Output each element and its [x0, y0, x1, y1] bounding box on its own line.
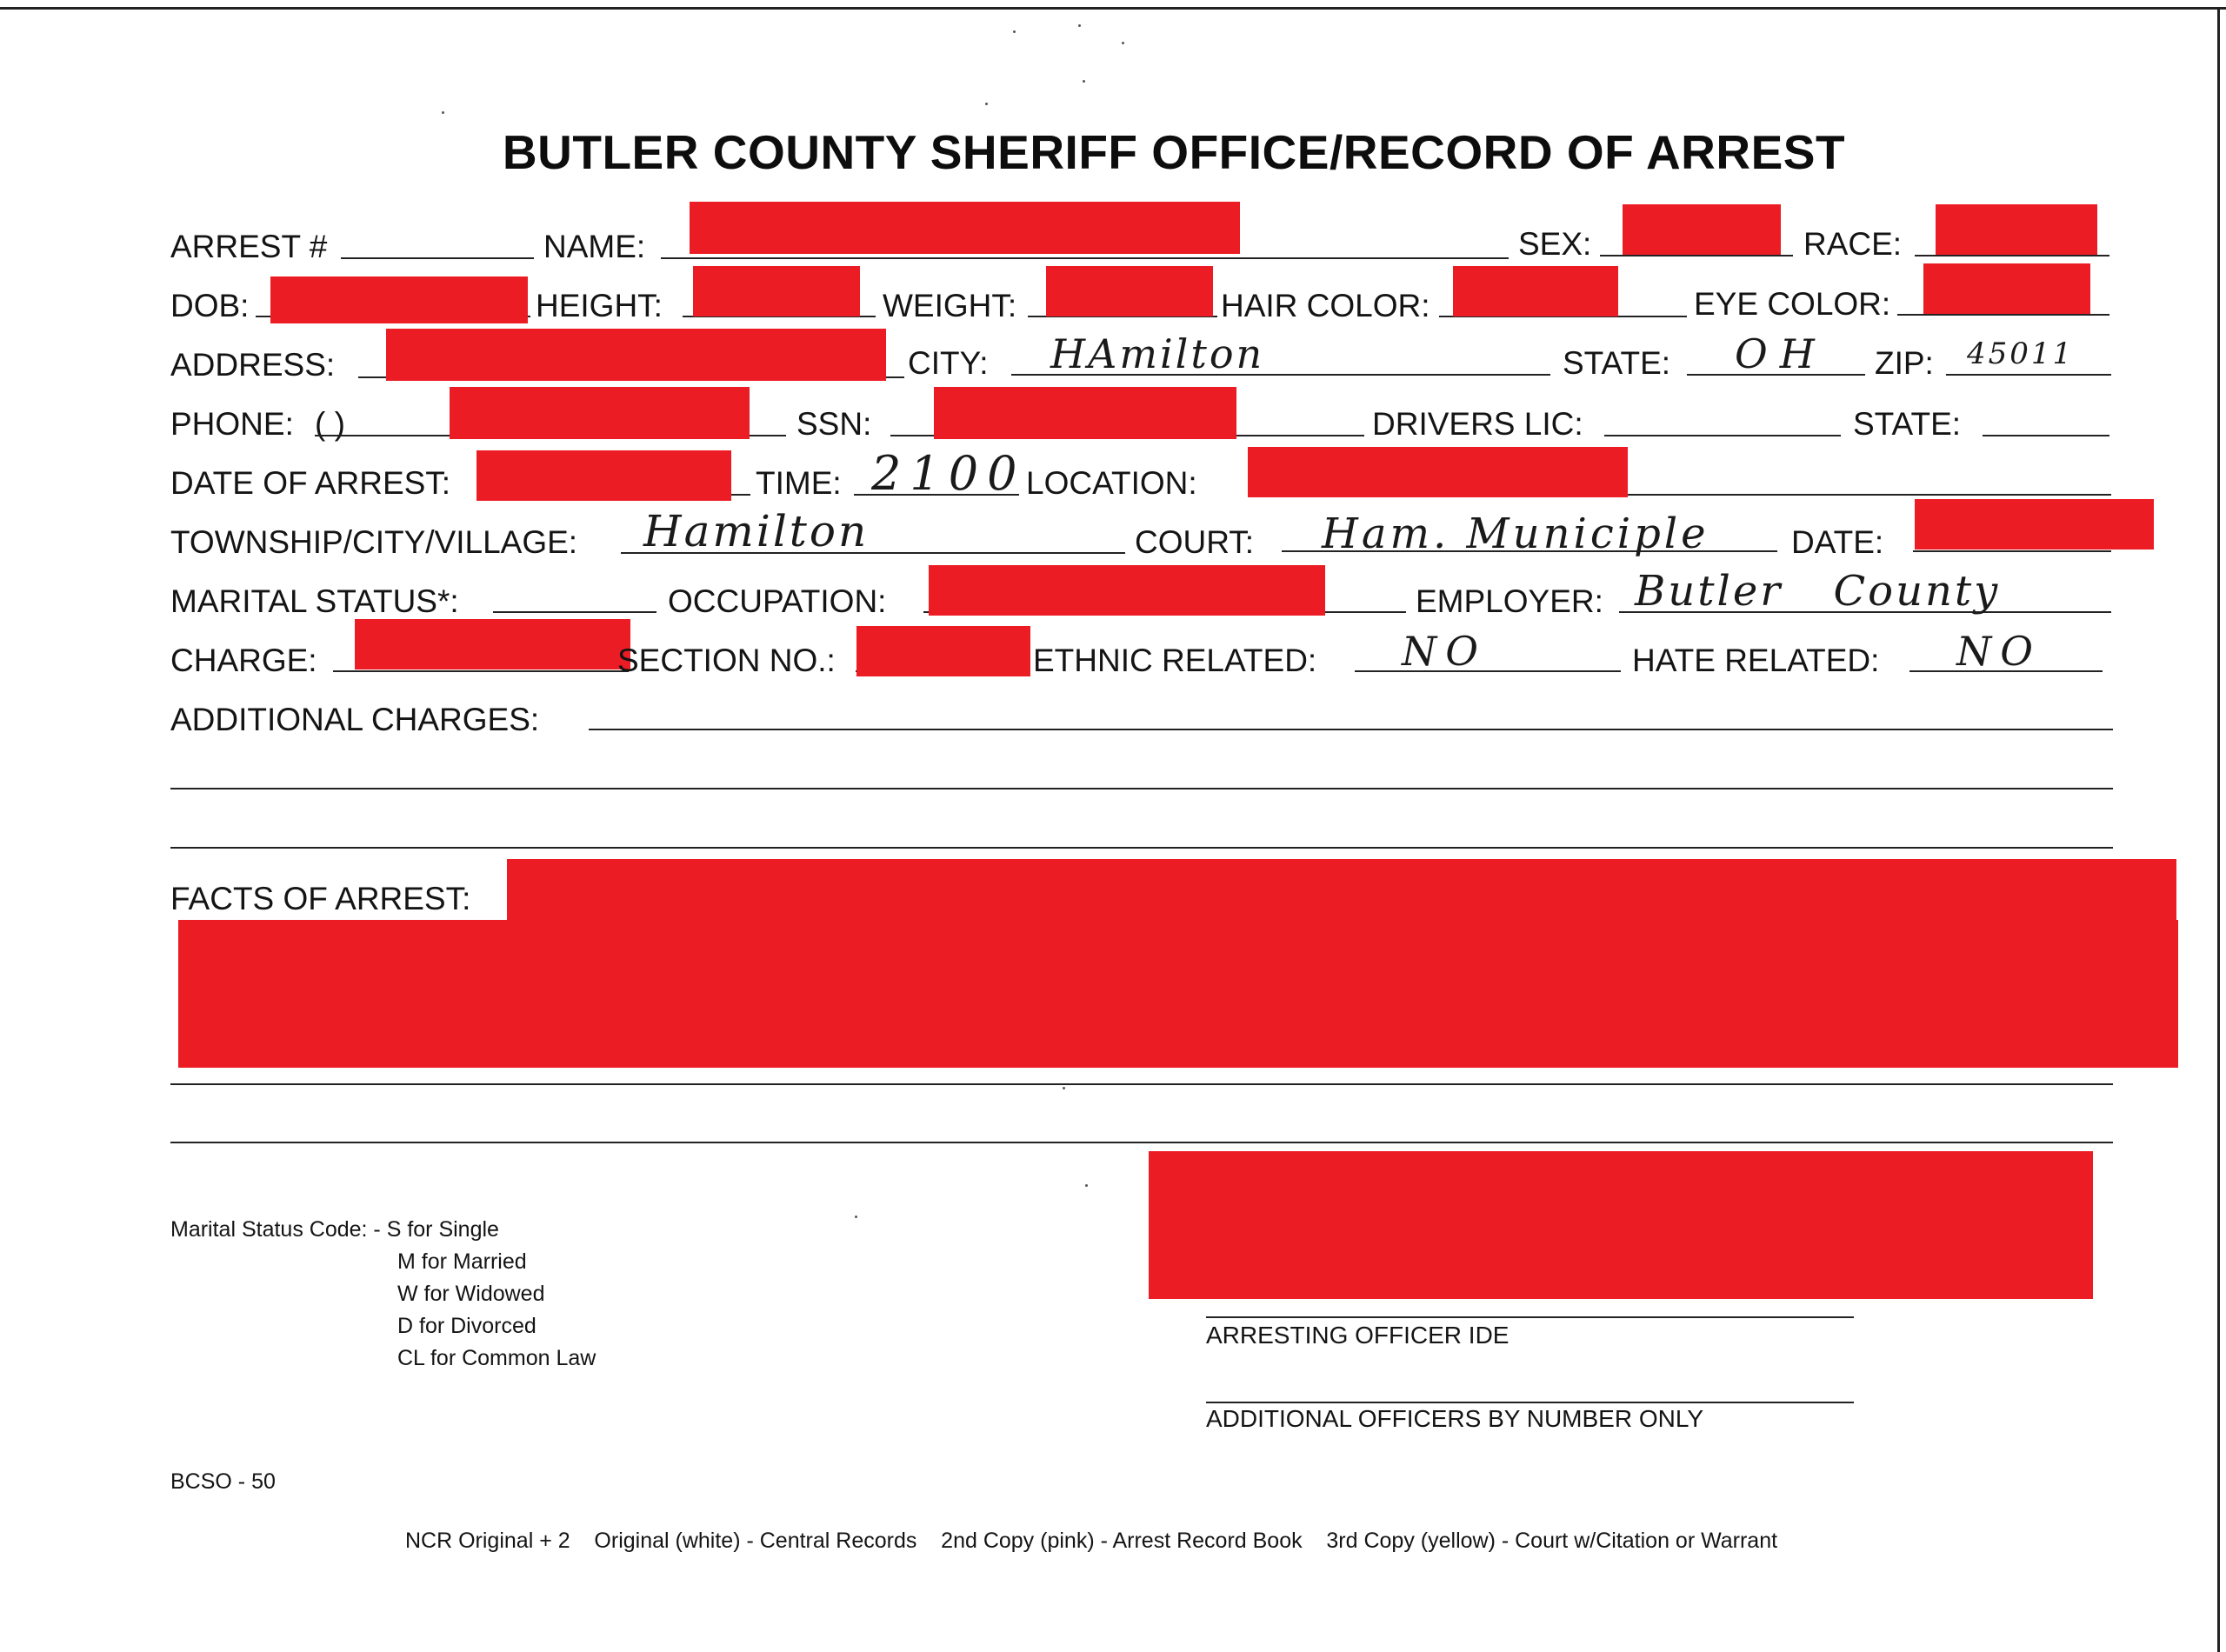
- height-label: HEIGHT:: [536, 288, 663, 323]
- court-date-redaction: [1915, 499, 2154, 550]
- occupation-redaction: [929, 565, 1325, 616]
- race-redaction: [1936, 204, 2097, 255]
- eye-color-label: EYE COLOR:: [1694, 286, 1891, 322]
- scan-speck: [442, 111, 444, 114]
- time-label: TIME:: [756, 465, 842, 501]
- court-date-line: [1913, 550, 2111, 552]
- employer-value: Butler County: [1635, 567, 2001, 616]
- zip-value: 45011: [1967, 336, 2075, 371]
- scan-speck: [1063, 1087, 1065, 1089]
- dl-state-line: [1983, 435, 2109, 436]
- scan-speck: [1122, 42, 1124, 44]
- scan-speck: [985, 103, 988, 105]
- marital-status-label: MARITAL STATUS*:: [170, 583, 459, 619]
- state-value: OH: [1735, 330, 1827, 377]
- race-label: RACE:: [1803, 226, 1903, 262]
- eye-color-redaction: [1923, 263, 2090, 314]
- phone-area-code: ( ): [315, 406, 345, 442]
- scan-speck: [855, 1216, 857, 1218]
- form-id: BCSO - 50: [170, 1469, 276, 1494]
- facts-redaction-body: [178, 920, 2178, 1068]
- date-of-arrest-label: DATE OF ARREST:: [170, 465, 451, 501]
- arrest-number-label: ARREST #: [170, 229, 328, 264]
- additional-officers-line: [1206, 1402, 1854, 1403]
- copy-distribution-footer: NCR Original + 2 Original (white) - Central Records 2nd Copy (pink) - Arrest Record Book 3rd Copy (yellow) - Court w/Citation or Warrant: [405, 1529, 1778, 1553]
- ssn-redaction: [934, 387, 1236, 439]
- scan-speck: [1078, 24, 1081, 27]
- ethnic-related-line: [1355, 670, 1621, 672]
- additional-charges-line: [589, 729, 2113, 730]
- hair-color-label: HAIR COLOR:: [1221, 288, 1430, 323]
- time-value: 2100: [871, 446, 1026, 501]
- court-value: Ham. Municiple: [1322, 510, 1709, 558]
- ssn-label: SSN:: [796, 406, 872, 442]
- dob-redaction: [270, 276, 528, 323]
- dob-label: DOB:: [170, 288, 250, 323]
- location-redaction: [1248, 447, 1628, 497]
- arresting-officer-line: [1206, 1316, 1854, 1318]
- arresting-officer-label: ARRESTING OFFICER IDE: [1206, 1322, 1510, 1349]
- drivers-license-line: [1604, 435, 1841, 436]
- occupation-label: OCCUPATION:: [668, 583, 887, 619]
- township-label: TOWNSHIP/CITY/VILLAGE:: [170, 524, 578, 560]
- zip-label: ZIP:: [1875, 345, 1934, 381]
- marital-code-line: D for Divorced: [397, 1314, 537, 1338]
- name-label: NAME:: [543, 229, 646, 264]
- eye-color-line: [1897, 314, 2109, 316]
- facts-line: [170, 1142, 2113, 1143]
- scan-border-right: [2217, 7, 2220, 1652]
- address-redaction: [386, 329, 886, 381]
- employer-label: EMPLOYER:: [1416, 583, 1603, 619]
- section-number-redaction: [856, 626, 1030, 676]
- charge-redaction: [355, 619, 630, 669]
- weight-redaction: [1046, 266, 1213, 316]
- zip-line: [1946, 374, 2111, 376]
- weight-label: WEIGHT:: [883, 288, 1017, 323]
- height-redaction: [693, 266, 860, 316]
- facts-redaction-top: [507, 859, 2176, 920]
- drivers-license-label: DRIVERS LIC:: [1372, 406, 1583, 442]
- additional-charges-line: [170, 788, 2113, 789]
- township-value: Hamilton: [643, 506, 870, 556]
- scan-speck: [1083, 80, 1085, 83]
- name-line: [661, 257, 1509, 259]
- marital-code-line: W for Widowed: [397, 1282, 545, 1306]
- form-title: BUTLER COUNTY SHERIFF OFFICE/RECORD OF ARREST: [502, 125, 1846, 179]
- court-label: COURT:: [1135, 524, 1255, 560]
- sex-redaction: [1623, 204, 1781, 255]
- address-label: ADDRESS:: [170, 347, 336, 383]
- sex-label: SEX:: [1518, 226, 1592, 262]
- sex-line: [1600, 255, 1793, 256]
- city-value: HAmilton: [1050, 330, 1265, 377]
- marital-code-line: M for Married: [397, 1249, 527, 1274]
- dl-state-label: STATE:: [1853, 406, 1962, 442]
- name-redaction: [690, 202, 1240, 254]
- hate-related-label: HATE RELATED:: [1632, 643, 1880, 678]
- additional-charges-line: [170, 847, 2113, 849]
- officer-redaction: [1149, 1151, 2093, 1299]
- city-label: CITY:: [908, 345, 989, 381]
- hate-related-value: NO: [1956, 628, 2042, 675]
- date-of-arrest-redaction: [477, 450, 731, 501]
- ethnic-related-value: NO: [1402, 628, 1487, 675]
- facts-line: [170, 1083, 2113, 1085]
- court-date-label: DATE:: [1791, 524, 1884, 560]
- race-line: [1915, 255, 2109, 256]
- scan-speck: [1085, 1184, 1088, 1187]
- hair-color-redaction: [1453, 266, 1618, 316]
- state-label: STATE:: [1563, 345, 1671, 381]
- additional-charges-label: ADDITIONAL CHARGES:: [170, 702, 540, 737]
- phone-label: PHONE:: [170, 406, 294, 442]
- section-number-label: SECTION NO.:: [617, 643, 836, 678]
- marital-code-line: CL for Common Law: [397, 1346, 596, 1370]
- charge-line: [333, 670, 629, 672]
- scan-border-top: [0, 7, 2226, 10]
- facts-of-arrest-label: FACTS OF ARREST:: [170, 881, 471, 916]
- additional-officers-label: ADDITIONAL OFFICERS BY NUMBER ONLY: [1206, 1405, 1704, 1432]
- marital-status-line: [493, 611, 656, 613]
- charge-label: CHARGE:: [170, 643, 317, 678]
- ethnic-related-label: ETHNIC RELATED:: [1033, 643, 1317, 678]
- arrest-number-line: [341, 257, 534, 259]
- phone-redaction: [450, 387, 750, 439]
- scan-speck: [1013, 30, 1016, 33]
- location-label: LOCATION:: [1026, 465, 1197, 501]
- marital-code-heading: Marital Status Code: - S for Single: [170, 1217, 499, 1242]
